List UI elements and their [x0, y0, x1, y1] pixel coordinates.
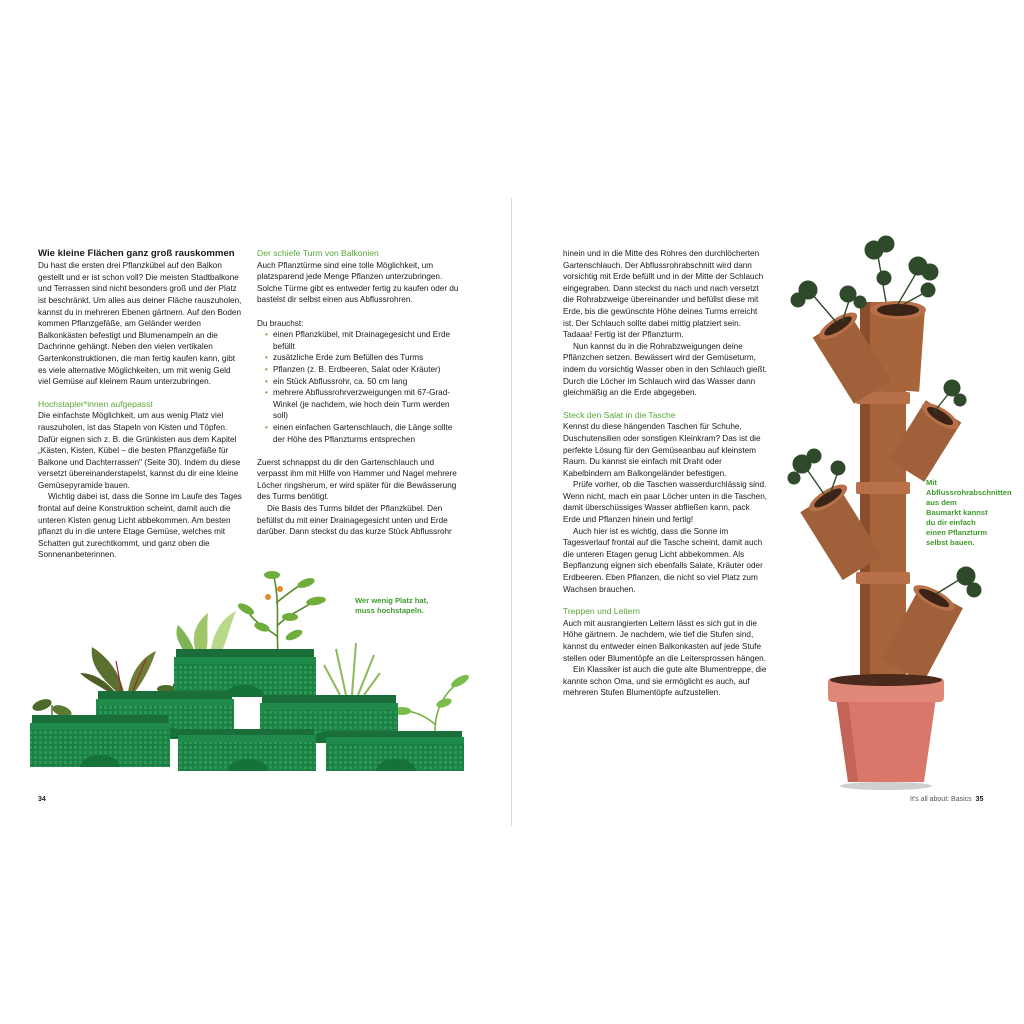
terracotta-pot [828, 674, 944, 790]
paragraph: Die Basis des Turms bildet der Pflanzkübel. Den befüllst du mit einer Drainagegesicht unten und Erde darüber. Dann steckst du das kurze Stück Abflussrohr [257, 504, 452, 537]
materials-list [257, 329, 463, 445]
paragraph: Du hast die ersten drei Pflanzkübel auf den Balkon gestellt und er ist schon voll? Die meisten Stadtbalkone und Terrassen sind nicht besonders groß und der Platz ist beschränkt. Um alles aus deiner Fläche rauszuholen, kannst du in mehreren Ebenen gärtnern. Auf den Boden kommen Pflanzgefäße, am Geländer werden Balkonkästen befestigt und Blumenampeln an die Dachrinne gehängt. Neben den vielen vertikalen Gartenkonstruktionen, die man fertig kaufen kann, gibt es viele alternative Möglichkeiten, um mit wenig Geld viel Gemüse auf kleinem Raum unterzubringen. [38, 261, 242, 387]
illustration-caption: Wer wenig Platz hat, muss hochstapeln. [355, 596, 429, 615]
illustration-caption: Mit Abflussrohrabschnitten aus dem Baumarkt kannst du dir einfach einen Pflanzturm selbst bauen. [926, 478, 1012, 547]
book-gutter [511, 198, 512, 826]
footer-section-title: It's all about: Basics [910, 796, 972, 803]
plant-onion [324, 643, 380, 695]
page-number-right: 35 [975, 796, 984, 803]
paragraph: Die einfachste Möglichkeit, um aus wenig Platz viel rauszuholen, ist das Stapeln von Kisten und Töpfen. Dafür eignen sich z. B. die Grünkisten aus dem Kapitel „Kästen, Kisten, Kübel – die besten Pflanzgefäße für Balkone und Dachterrassen" (Seite 30). Indem du diese versetzt übereinanderstapelst, kannst du dir eine kleine Gemüsepyramide bauen. [38, 411, 241, 490]
paragraph: Du brauchst: [257, 318, 304, 328]
paragraph: Prüfe vorher, ob die Taschen wasserdurchlässig sind. Wenn nicht, mach ein paar Löcher unten in die Taschen, damit überschüssiges Wasser abfließen kann, pack Erde und Pflanzen hinein und fertig! [563, 480, 768, 525]
stacked-crates-illustration [28, 565, 478, 775]
list-item: • zusätzliche Erde zum Befüllen des Turms [265, 352, 463, 364]
paragraph: Auch hier ist es wichtig, dass die Sonne im Tagesverlauf frontal auf die Tasche scheint, damit auch die unteren Etagen genug Licht abbekommen. Als Bepflanzung eignen sich ebenfalls Salate, Kräuter oder Erdbeeren. Eben Pflanzen, die nicht so viel Platz zum Wachsen brauchen. [563, 526, 763, 594]
subheading: Der schiefe Turm von Balkonien [257, 248, 379, 258]
crate-bottom-left [30, 715, 170, 767]
list-item: • einen einfachen Gartenschlauch, die Länge sollte der Höhe des Pflanzturms entsprechen [265, 422, 463, 445]
list-item: • Pflanzen (z. B. Erdbeeren, Salat oder Kräuter) [265, 364, 463, 376]
paragraph: hinein und in die Mitte des Rohres den durchlöcherten Gartenschlauch. Der Abflussrohrabschnitt wird dann vorsichtig mit Erde befüllt und in der Mitte der Schlauch eingegraben. Dann steckst du nach und nach versetzt die Rohrabzweige übereinander und befüllst diese mit Erde, bis die gewünschte Höhe deines Turms erreicht ist. Der Schlauch sollte dabei mittig platziert sein. Tadaaa! Fertig ist der Pflanzturm. [563, 249, 764, 340]
paragraph: Auch mit ausrangierten Leitern lässt es sich gut in die Höhe gärtnern. Je nachdem, wie tief die Stufen sind, kannst du entweder einen Balkonkasten auf jede Stufe stellen oder Blumentöpfe an die Leitersprossen hängen. [563, 618, 767, 663]
paragraph: Kennst du diese hängenden Taschen für Schuhe, Duschutensilien oder sonstigen Kleinkram? Das ist die perfekte Lösung für den Gemüseanbau auf kleinstem Raum. Du kannst sie einfach mit Draht oder Kabelbindern am Balkongeländer befestigen. [563, 422, 761, 478]
list-item: • mehrere Abflussrohrverzweigungen mit 67-Grad-Winkel (je nachdem, wie hoch dein Turm werden soll) [265, 387, 463, 422]
paragraph: Auch Pflanztürme sind eine tolle Möglichkeit, um platzsparend jede Menge Pflanzen unterzubringen. Solche Türme gibt es entweder fertig zu kaufen oder du bastelst dir selbst einen aus Abflussrohren. [257, 260, 459, 305]
plant-chard [80, 647, 156, 693]
left-column-1 [38, 248, 242, 561]
paragraph: Nun kannst du in die Rohrabzweigungen deine Pflänzchen setzen. Bewässert wird der Gemüseturm, indem du vorsichtig Wasser oben in den Schlauch gießt. Durch die Löcher im Schlauch wird das Wasser dann gleichmäßig an die Erde abgegeben. [563, 341, 768, 398]
crate-bottom-right [326, 731, 464, 771]
page-heading: Wie kleine Flächen ganz groß rauskommen [38, 248, 235, 259]
running-footer [910, 796, 983, 803]
list-item: • ein Stück Abflussrohr, ca. 50 cm lang [265, 376, 463, 388]
left-column-2 [257, 248, 463, 538]
subheading: Steck den Salat in die Tasche [563, 409, 676, 420]
subheading: Treppen und Leitern [563, 606, 641, 617]
right-column-1 [563, 248, 769, 699]
crate-top [174, 649, 316, 697]
page-number-left: 34 [38, 796, 46, 803]
paragraph: Zuerst schnappst du dir den Gartenschlauch und verpasst ihm mit Hilfe von Hammer und Nagel mehrere Löcher ringsherum, er wird später für die Bewässerung des Turms benötigt. [257, 457, 457, 502]
crate-bottom-middle [178, 729, 316, 771]
subheading: Hochstapler*innen aufgepasst [38, 398, 153, 409]
paragraph: Ein Klassiker ist auch die gute alte Blumentreppe, die kannte schon Oma, und sie ermöglicht es auch, auf mehreren Stufen Blumentöpfe aufzustellen. [563, 665, 767, 698]
pipe-planter-tower-illustration [786, 232, 986, 792]
paragraph: Wichtig dabei ist, dass die Sonne im Laufe des Tages frontal auf deine Konstruktion scheint, damit auch die unteren Kisten genug Licht abbekommen. Am besten pflanzt du in die untere Etage Gemüse, welches mit Schatten gut zurechtkommt, und ganz oben die Sonnenanbeterinnen. [38, 492, 242, 560]
list-item: • einen Pflanzkübel, mit Drainagegesicht und Erde befüllt [265, 329, 463, 352]
